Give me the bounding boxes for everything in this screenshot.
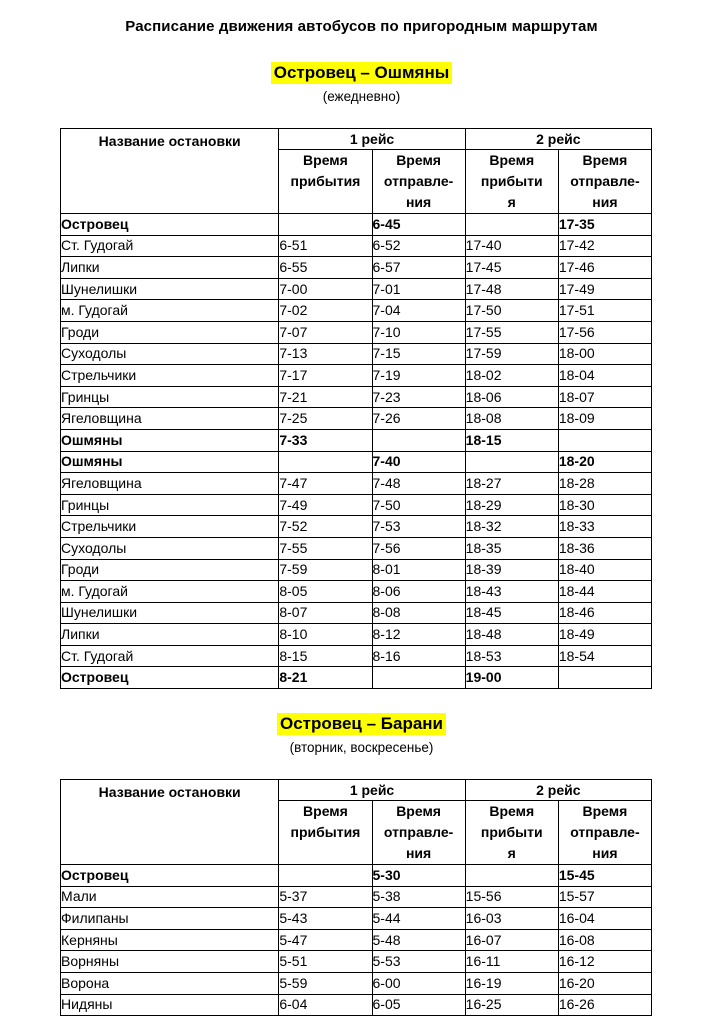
stop-name: Суходолы <box>61 537 279 559</box>
departure-time: 18-44 <box>558 581 651 603</box>
stop-name: Стрельчики <box>61 365 279 387</box>
departure-time: 7-01 <box>372 278 465 300</box>
stop-name: Ворона <box>61 972 279 994</box>
stop-name: Филипаны <box>61 908 279 930</box>
departure-time <box>558 429 651 451</box>
departure-time: 17-35 <box>558 214 651 236</box>
stop-name: Ошмяны <box>61 451 279 473</box>
arrival-time: 7-13 <box>279 343 372 365</box>
arrival-time: 6-55 <box>279 257 372 279</box>
route-header <box>0 62 723 105</box>
departure-time: 18-40 <box>558 559 651 581</box>
column-header-departure <box>558 801 651 865</box>
flight-2-header: 2 рейс <box>465 129 651 150</box>
departure-time: 16-20 <box>558 972 651 994</box>
departure-time: 5-53 <box>372 951 465 973</box>
table-row <box>61 559 652 581</box>
arrival-time: 5-37 <box>279 886 372 908</box>
table-row <box>61 386 652 408</box>
arrival-time: 7-47 <box>279 473 372 495</box>
arrival-time: 8-05 <box>279 581 372 603</box>
departure-time <box>558 667 651 689</box>
departure-time: 7-26 <box>372 408 465 430</box>
table-row <box>61 645 652 667</box>
arrival-time: 5-59 <box>279 972 372 994</box>
column-header-stop-name: Название остановки <box>61 780 279 865</box>
arrival-time: 7-02 <box>279 300 372 322</box>
flight-2-header: 2 рейс <box>465 780 651 801</box>
departure-time: 16-12 <box>558 951 651 973</box>
departure-time: 18-54 <box>558 645 651 667</box>
arrival-time: 6-51 <box>279 235 372 257</box>
table-row <box>61 929 652 951</box>
departure-time: 17-49 <box>558 278 651 300</box>
arrival-time: 7-59 <box>279 559 372 581</box>
table-row <box>61 257 652 279</box>
departure-time: 16-26 <box>558 994 651 1016</box>
arrival-time: 18-08 <box>465 408 558 430</box>
departure-time: 17-51 <box>558 300 651 322</box>
arrival-time: 16-07 <box>465 929 558 951</box>
departure-time: 18-04 <box>558 365 651 387</box>
stop-name: Ягеловщина <box>61 408 279 430</box>
stop-name: Керняны <box>61 929 279 951</box>
arrival-time: 8-15 <box>279 645 372 667</box>
arrival-time: 18-02 <box>465 365 558 387</box>
arrival-time: 18-43 <box>465 581 558 603</box>
column-header-arrival <box>465 801 558 865</box>
schedule-table <box>60 128 652 689</box>
column-header-departure-line: ния <box>592 194 618 210</box>
departure-time: 7-15 <box>372 343 465 365</box>
departure-time: 16-08 <box>558 929 651 951</box>
arrival-time: 17-45 <box>465 257 558 279</box>
column-header-departure-line: отправле- <box>383 824 454 840</box>
arrival-time: 8-10 <box>279 624 372 646</box>
arrival-time: 19-00 <box>465 667 558 689</box>
departure-time <box>372 429 465 451</box>
stop-name: Ворняны <box>61 951 279 973</box>
departure-time: 6-00 <box>372 972 465 994</box>
stop-name: Гроди <box>61 559 279 581</box>
stop-name: Ст. Гудогай <box>61 235 279 257</box>
departure-time: 8-16 <box>372 645 465 667</box>
arrival-time: 7-49 <box>279 494 372 516</box>
arrival-time: 7-25 <box>279 408 372 430</box>
column-header-departure-line: ния <box>592 845 618 861</box>
arrival-time: 17-59 <box>465 343 558 365</box>
arrival-time: 18-39 <box>465 559 558 581</box>
header-row-flights <box>61 780 652 801</box>
departure-time: 17-42 <box>558 235 651 257</box>
departure-time: 18-33 <box>558 516 651 538</box>
column-header-arrival <box>465 150 558 214</box>
stop-name: Нидяны <box>61 994 279 1016</box>
arrival-time: 16-11 <box>465 951 558 973</box>
table-row <box>61 473 652 495</box>
arrival-time <box>465 451 558 473</box>
table-row <box>61 278 652 300</box>
departure-time: 6-57 <box>372 257 465 279</box>
column-header-departure <box>372 801 465 865</box>
route-days-note: (вторник, воскресенье) <box>289 740 434 755</box>
column-header-arrival-line: Время <box>303 152 348 168</box>
arrival-time <box>465 214 558 236</box>
arrival-time: 7-17 <box>279 365 372 387</box>
departure-time: 5-38 <box>372 886 465 908</box>
route-header <box>0 713 723 756</box>
departure-time: 15-45 <box>558 865 651 887</box>
column-header-arrival-line: я <box>507 194 516 210</box>
departure-time: 7-48 <box>372 473 465 495</box>
stop-name: Липки <box>61 257 279 279</box>
route-title: Островец – Барани <box>277 713 446 735</box>
stop-name: Ягеловщина <box>61 473 279 495</box>
arrival-time: 15-56 <box>465 886 558 908</box>
departure-time: 5-30 <box>372 865 465 887</box>
departure-time <box>372 667 465 689</box>
departure-time: 7-56 <box>372 537 465 559</box>
column-header-departure-line: Время <box>582 803 628 819</box>
route-days-note: (ежедневно) <box>322 89 401 104</box>
column-header-departure-line: Время <box>396 803 441 819</box>
arrival-time: 17-55 <box>465 321 558 343</box>
stop-name: Липки <box>61 624 279 646</box>
stop-name: м. Гудогай <box>61 300 279 322</box>
stop-name: Ст. Гудогай <box>61 645 279 667</box>
column-header-arrival-line: прибытия <box>290 173 361 189</box>
departure-time: 6-45 <box>372 214 465 236</box>
table-row <box>61 994 652 1016</box>
arrival-time: 18-27 <box>465 473 558 495</box>
arrival-time: 7-00 <box>279 278 372 300</box>
table-row <box>61 972 652 994</box>
departure-time: 18-46 <box>558 602 651 624</box>
column-header-arrival-line: Время <box>489 803 535 819</box>
arrival-time: 18-35 <box>465 537 558 559</box>
arrival-time: 16-03 <box>465 908 558 930</box>
arrival-time: 18-53 <box>465 645 558 667</box>
column-header-arrival-line: прибытия <box>290 824 361 840</box>
departure-time: 7-19 <box>372 365 465 387</box>
stop-name: Ошмяны <box>61 429 279 451</box>
departure-time: 7-53 <box>372 516 465 538</box>
departure-time: 18-30 <box>558 494 651 516</box>
flight-1-header: 1 рейс <box>279 780 465 801</box>
arrival-time: 16-19 <box>465 972 558 994</box>
arrival-time <box>279 214 372 236</box>
departure-time: 15-57 <box>558 886 651 908</box>
stop-name: Гринцы <box>61 494 279 516</box>
schedule-table <box>60 779 652 1016</box>
arrival-time <box>465 865 558 887</box>
table-row <box>61 235 652 257</box>
arrival-time: 5-51 <box>279 951 372 973</box>
departure-time: 5-44 <box>372 908 465 930</box>
arrival-time: 7-33 <box>279 429 372 451</box>
stop-name: Шунелишки <box>61 602 279 624</box>
column-header-arrival-line: Время <box>489 152 535 168</box>
departure-time: 8-08 <box>372 602 465 624</box>
column-header-departure <box>558 150 651 214</box>
departure-time: 8-01 <box>372 559 465 581</box>
column-header-departure-line: отправле- <box>570 824 640 840</box>
departure-time: 8-12 <box>372 624 465 646</box>
table-row <box>61 602 652 624</box>
departure-time: 18-00 <box>558 343 651 365</box>
arrival-time: 5-43 <box>279 908 372 930</box>
column-header-arrival <box>279 150 372 214</box>
column-header-arrival-line: прибыти <box>480 173 543 189</box>
stop-name: м. Гудогай <box>61 581 279 603</box>
arrival-time: 8-07 <box>279 602 372 624</box>
route-title: Островец – Ошмяны <box>271 62 452 84</box>
departure-time: 7-04 <box>372 300 465 322</box>
departure-time: 6-05 <box>372 994 465 1016</box>
departure-time: 17-56 <box>558 321 651 343</box>
arrival-time: 16-25 <box>465 994 558 1016</box>
stop-name: Суходолы <box>61 343 279 365</box>
table-row <box>61 951 652 973</box>
column-header-departure-line: ния <box>405 845 432 861</box>
table-row <box>61 865 652 887</box>
departure-time: 16-04 <box>558 908 651 930</box>
arrival-time: 18-29 <box>465 494 558 516</box>
column-header-stop-name: Название остановки <box>61 129 279 214</box>
table-row <box>61 300 652 322</box>
column-header-arrival-line: я <box>507 845 516 861</box>
departure-time: 18-20 <box>558 451 651 473</box>
arrival-time: 7-52 <box>279 516 372 538</box>
table-row <box>61 537 652 559</box>
table-row <box>61 624 652 646</box>
arrival-time <box>279 865 372 887</box>
departure-time: 7-23 <box>372 386 465 408</box>
departure-time: 5-48 <box>372 929 465 951</box>
table-row <box>61 214 652 236</box>
column-header-departure <box>372 150 465 214</box>
stop-name: Гринцы <box>61 386 279 408</box>
arrival-time: 18-32 <box>465 516 558 538</box>
table-row <box>61 886 652 908</box>
departure-time: 18-07 <box>558 386 651 408</box>
column-header-departure-line: отправле- <box>570 173 640 189</box>
table-row <box>61 494 652 516</box>
departure-time: 6-52 <box>372 235 465 257</box>
arrival-time: 18-48 <box>465 624 558 646</box>
arrival-time: 18-45 <box>465 602 558 624</box>
column-header-departure-line: отправле- <box>383 173 454 189</box>
arrival-time: 7-07 <box>279 321 372 343</box>
table-row <box>61 581 652 603</box>
arrival-time: 18-15 <box>465 429 558 451</box>
table-row <box>61 667 652 689</box>
table-row <box>61 429 652 451</box>
column-header-departure-line: Время <box>582 152 628 168</box>
departure-time: 7-40 <box>372 451 465 473</box>
header-row-flights <box>61 129 652 150</box>
departure-time: 18-49 <box>558 624 651 646</box>
departure-time: 7-50 <box>372 494 465 516</box>
stop-name: Островец <box>61 865 279 887</box>
stop-name: Шунелишки <box>61 278 279 300</box>
arrival-time: 7-21 <box>279 386 372 408</box>
stop-name: Гроди <box>61 321 279 343</box>
column-header-arrival-line: Время <box>303 803 348 819</box>
column-header-arrival-line: прибыти <box>480 824 543 840</box>
departure-time: 18-09 <box>558 408 651 430</box>
flight-1-header: 1 рейс <box>279 129 465 150</box>
stop-name: Островец <box>61 214 279 236</box>
table-row <box>61 516 652 538</box>
departure-time: 7-10 <box>372 321 465 343</box>
stop-name: Островец <box>61 667 279 689</box>
table-row <box>61 908 652 930</box>
stop-name: Стрельчики <box>61 516 279 538</box>
table-row <box>61 451 652 473</box>
departure-time: 18-28 <box>558 473 651 495</box>
arrival-time: 18-06 <box>465 386 558 408</box>
table-row <box>61 321 652 343</box>
column-header-arrival <box>279 801 372 865</box>
arrival-time <box>279 451 372 473</box>
departure-time: 17-46 <box>558 257 651 279</box>
page-title: Расписание движения автобусов по пригородным маршрутам <box>125 18 598 35</box>
arrival-time: 17-40 <box>465 235 558 257</box>
column-header-departure-line: Время <box>396 152 441 168</box>
column-header-departure-line: ния <box>405 194 432 210</box>
arrival-time: 17-48 <box>465 278 558 300</box>
arrival-time: 8-21 <box>279 667 372 689</box>
arrival-time: 7-55 <box>279 537 372 559</box>
departure-time: 8-06 <box>372 581 465 603</box>
arrival-time: 5-47 <box>279 929 372 951</box>
arrival-time: 17-50 <box>465 300 558 322</box>
table-row <box>61 408 652 430</box>
table-row <box>61 365 652 387</box>
arrival-time: 6-04 <box>279 994 372 1016</box>
table-row <box>61 343 652 365</box>
stop-name: Мали <box>61 886 279 908</box>
departure-time: 18-36 <box>558 537 651 559</box>
